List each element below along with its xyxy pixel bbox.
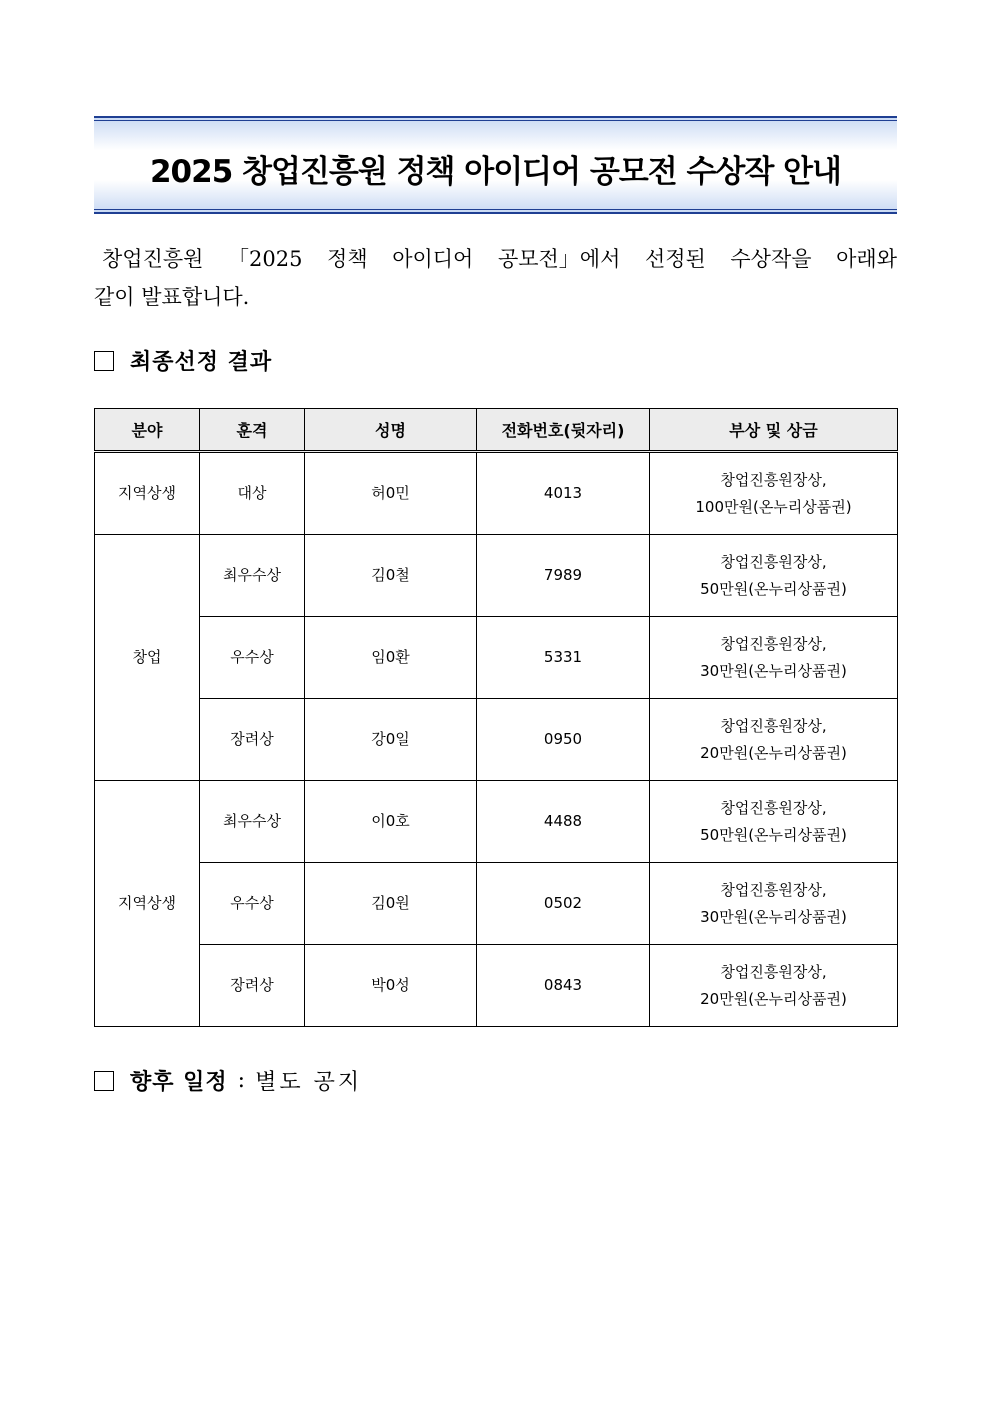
phone-cell: 0502	[477, 863, 650, 945]
intro-word: 공모전」에서	[497, 247, 621, 271]
table-row	[95, 452, 898, 535]
table-row	[95, 945, 898, 1027]
table-row	[95, 781, 898, 863]
col-header-phone: 전화번호(뒷자리)	[477, 409, 650, 452]
col-header-name: 성명	[305, 409, 477, 452]
prize-amount: 30만원(온누리상품권)	[700, 907, 847, 926]
rank-cell: 우수상	[200, 617, 305, 699]
rank-cell: 장려상	[200, 945, 305, 1027]
rank-cell: 대상	[200, 452, 305, 535]
name-cell: 허0민	[305, 452, 477, 535]
intro-word: 창업진흥원	[102, 247, 204, 271]
title-rule-top	[94, 116, 897, 118]
rank-cell: 우수상	[200, 863, 305, 945]
title-banner	[94, 116, 897, 214]
prize-cell	[650, 863, 898, 945]
rank-cell: 최우수상	[200, 781, 305, 863]
prize-title: 창업진흥원장상,	[720, 716, 827, 735]
prize-title: 창업진흥원장상,	[720, 470, 827, 489]
field-cell: 창업	[95, 535, 200, 781]
intro-word: 정책	[327, 247, 368, 271]
prize-title: 창업진흥원장상,	[720, 798, 827, 817]
phone-cell: 0950	[477, 699, 650, 781]
phone-cell: 7989	[477, 535, 650, 617]
title-rule-bottom	[94, 212, 897, 214]
phone-cell: 0843	[477, 945, 650, 1027]
rank-cell: 최우수상	[200, 535, 305, 617]
prize-amount: 20만원(온누리상품권)	[700, 743, 847, 762]
section-heading: 향후 일정	[130, 1069, 228, 1095]
section-final-results	[94, 345, 272, 376]
prize-amount: 100만원(온누리상품권)	[695, 497, 852, 516]
name-cell: 김0철	[305, 535, 477, 617]
name-cell: 이0호	[305, 781, 477, 863]
intro-line-1	[94, 240, 897, 278]
prize-cell	[650, 781, 898, 863]
intro-word: 선정된	[644, 247, 706, 271]
prize-amount: 50만원(온누리상품권)	[700, 579, 847, 598]
intro-line-2: 같이 발표합니다.	[94, 285, 250, 309]
name-cell: 강0일	[305, 699, 477, 781]
section-schedule	[94, 1065, 362, 1096]
awards-table	[94, 408, 898, 1027]
prize-cell	[650, 535, 898, 617]
col-header-field: 분야	[95, 409, 200, 452]
intro-word: 수상작을	[730, 247, 812, 271]
name-cell: 박0성	[305, 945, 477, 1027]
col-header-rank: 훈격	[200, 409, 305, 452]
intro-word: 아이디어	[392, 247, 474, 271]
table-row	[95, 863, 898, 945]
prize-title: 창업진흥원장상,	[720, 962, 827, 981]
prize-cell	[650, 617, 898, 699]
prize-amount: 50만원(온누리상품권)	[700, 825, 847, 844]
prize-title: 창업진흥원장상,	[720, 634, 827, 653]
table-row	[95, 699, 898, 781]
checkbox-square-icon	[94, 351, 114, 371]
table-row	[95, 535, 898, 617]
prize-cell	[650, 945, 898, 1027]
intro-word: 아래와	[836, 247, 897, 271]
field-cell: 지역상생	[95, 452, 200, 535]
section-heading: 최종선정 결과	[130, 349, 273, 375]
section-separator: :	[237, 1068, 246, 1093]
phone-cell: 4488	[477, 781, 650, 863]
phone-cell: 5331	[477, 617, 650, 699]
prize-title: 창업진흥원장상,	[720, 552, 827, 571]
section-text: 별도 공지	[255, 1070, 363, 1095]
field-cell: 지역상생	[95, 781, 200, 1027]
page-title: 2025 창업진흥원 정책 아이디어 공모전 수상작 안내	[149, 154, 841, 190]
prize-cell	[650, 452, 898, 535]
name-cell: 임0환	[305, 617, 477, 699]
phone-cell: 4013	[477, 452, 650, 535]
title-rule-top-thin	[94, 120, 897, 121]
prize-amount: 30만원(온누리상품권)	[700, 661, 847, 680]
title-rule-bottom-thin	[94, 209, 897, 210]
prize-title: 창업진흥원장상,	[720, 880, 827, 899]
intro-paragraph	[94, 240, 897, 316]
rank-cell: 장려상	[200, 699, 305, 781]
col-header-prize: 부상 및 상금	[650, 409, 898, 452]
table-header-row	[95, 409, 898, 452]
table-row	[95, 617, 898, 699]
prize-amount: 20만원(온누리상품권)	[700, 989, 847, 1008]
checkbox-square-icon	[94, 1071, 114, 1091]
intro-word: 「2025	[228, 247, 303, 271]
name-cell: 김0원	[305, 863, 477, 945]
prize-cell	[650, 699, 898, 781]
